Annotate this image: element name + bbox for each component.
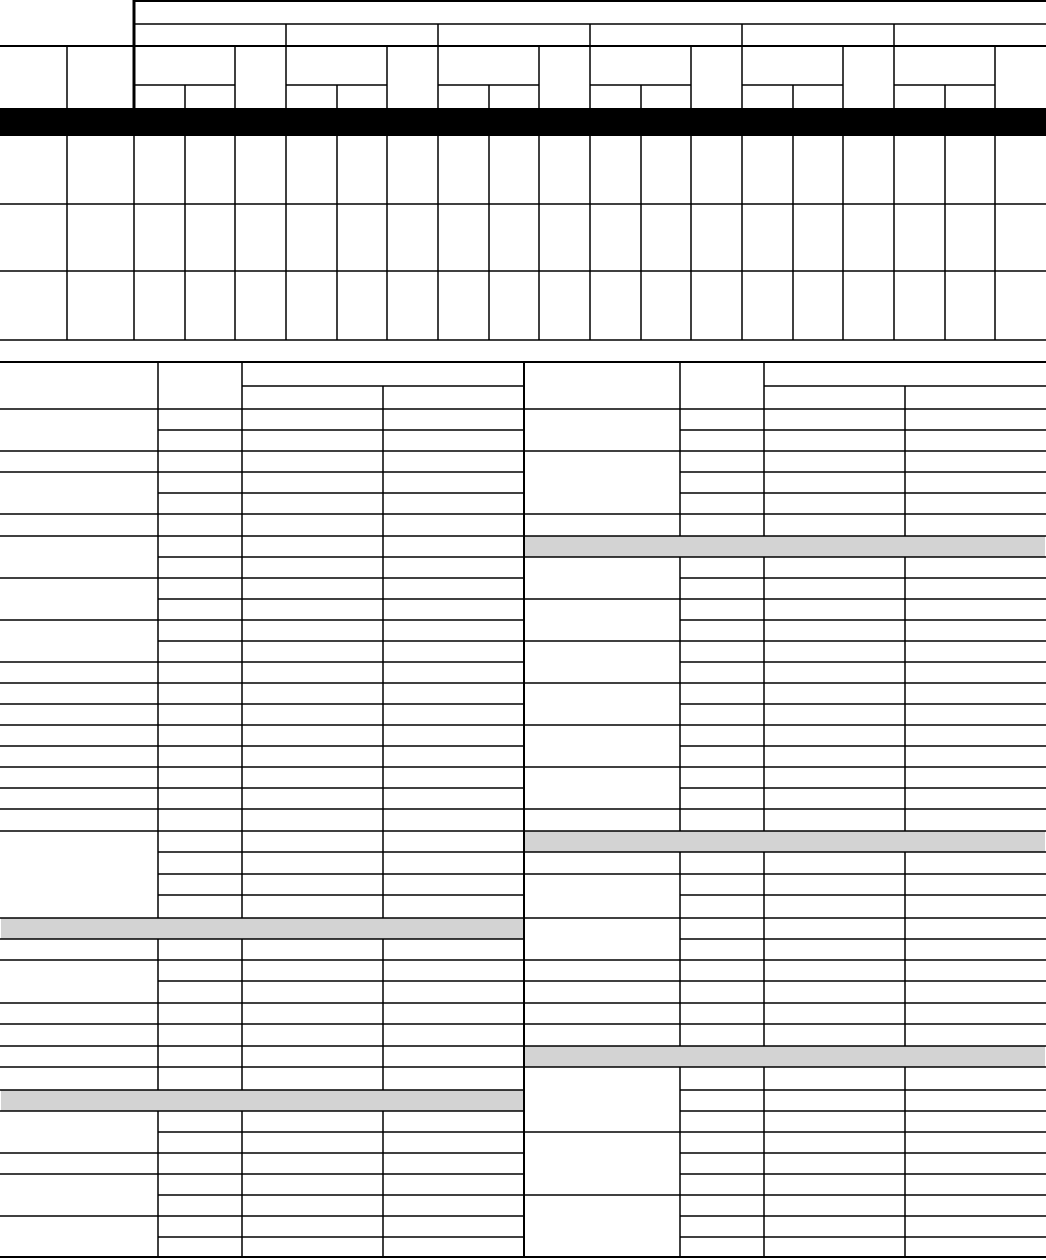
section-band-right — [525, 536, 1045, 557]
section-band-right — [525, 1046, 1045, 1067]
section-band-right — [525, 831, 1045, 852]
section-band-left — [1, 918, 524, 939]
section-band-left — [1, 1090, 524, 1111]
header-band — [0, 108, 1046, 136]
